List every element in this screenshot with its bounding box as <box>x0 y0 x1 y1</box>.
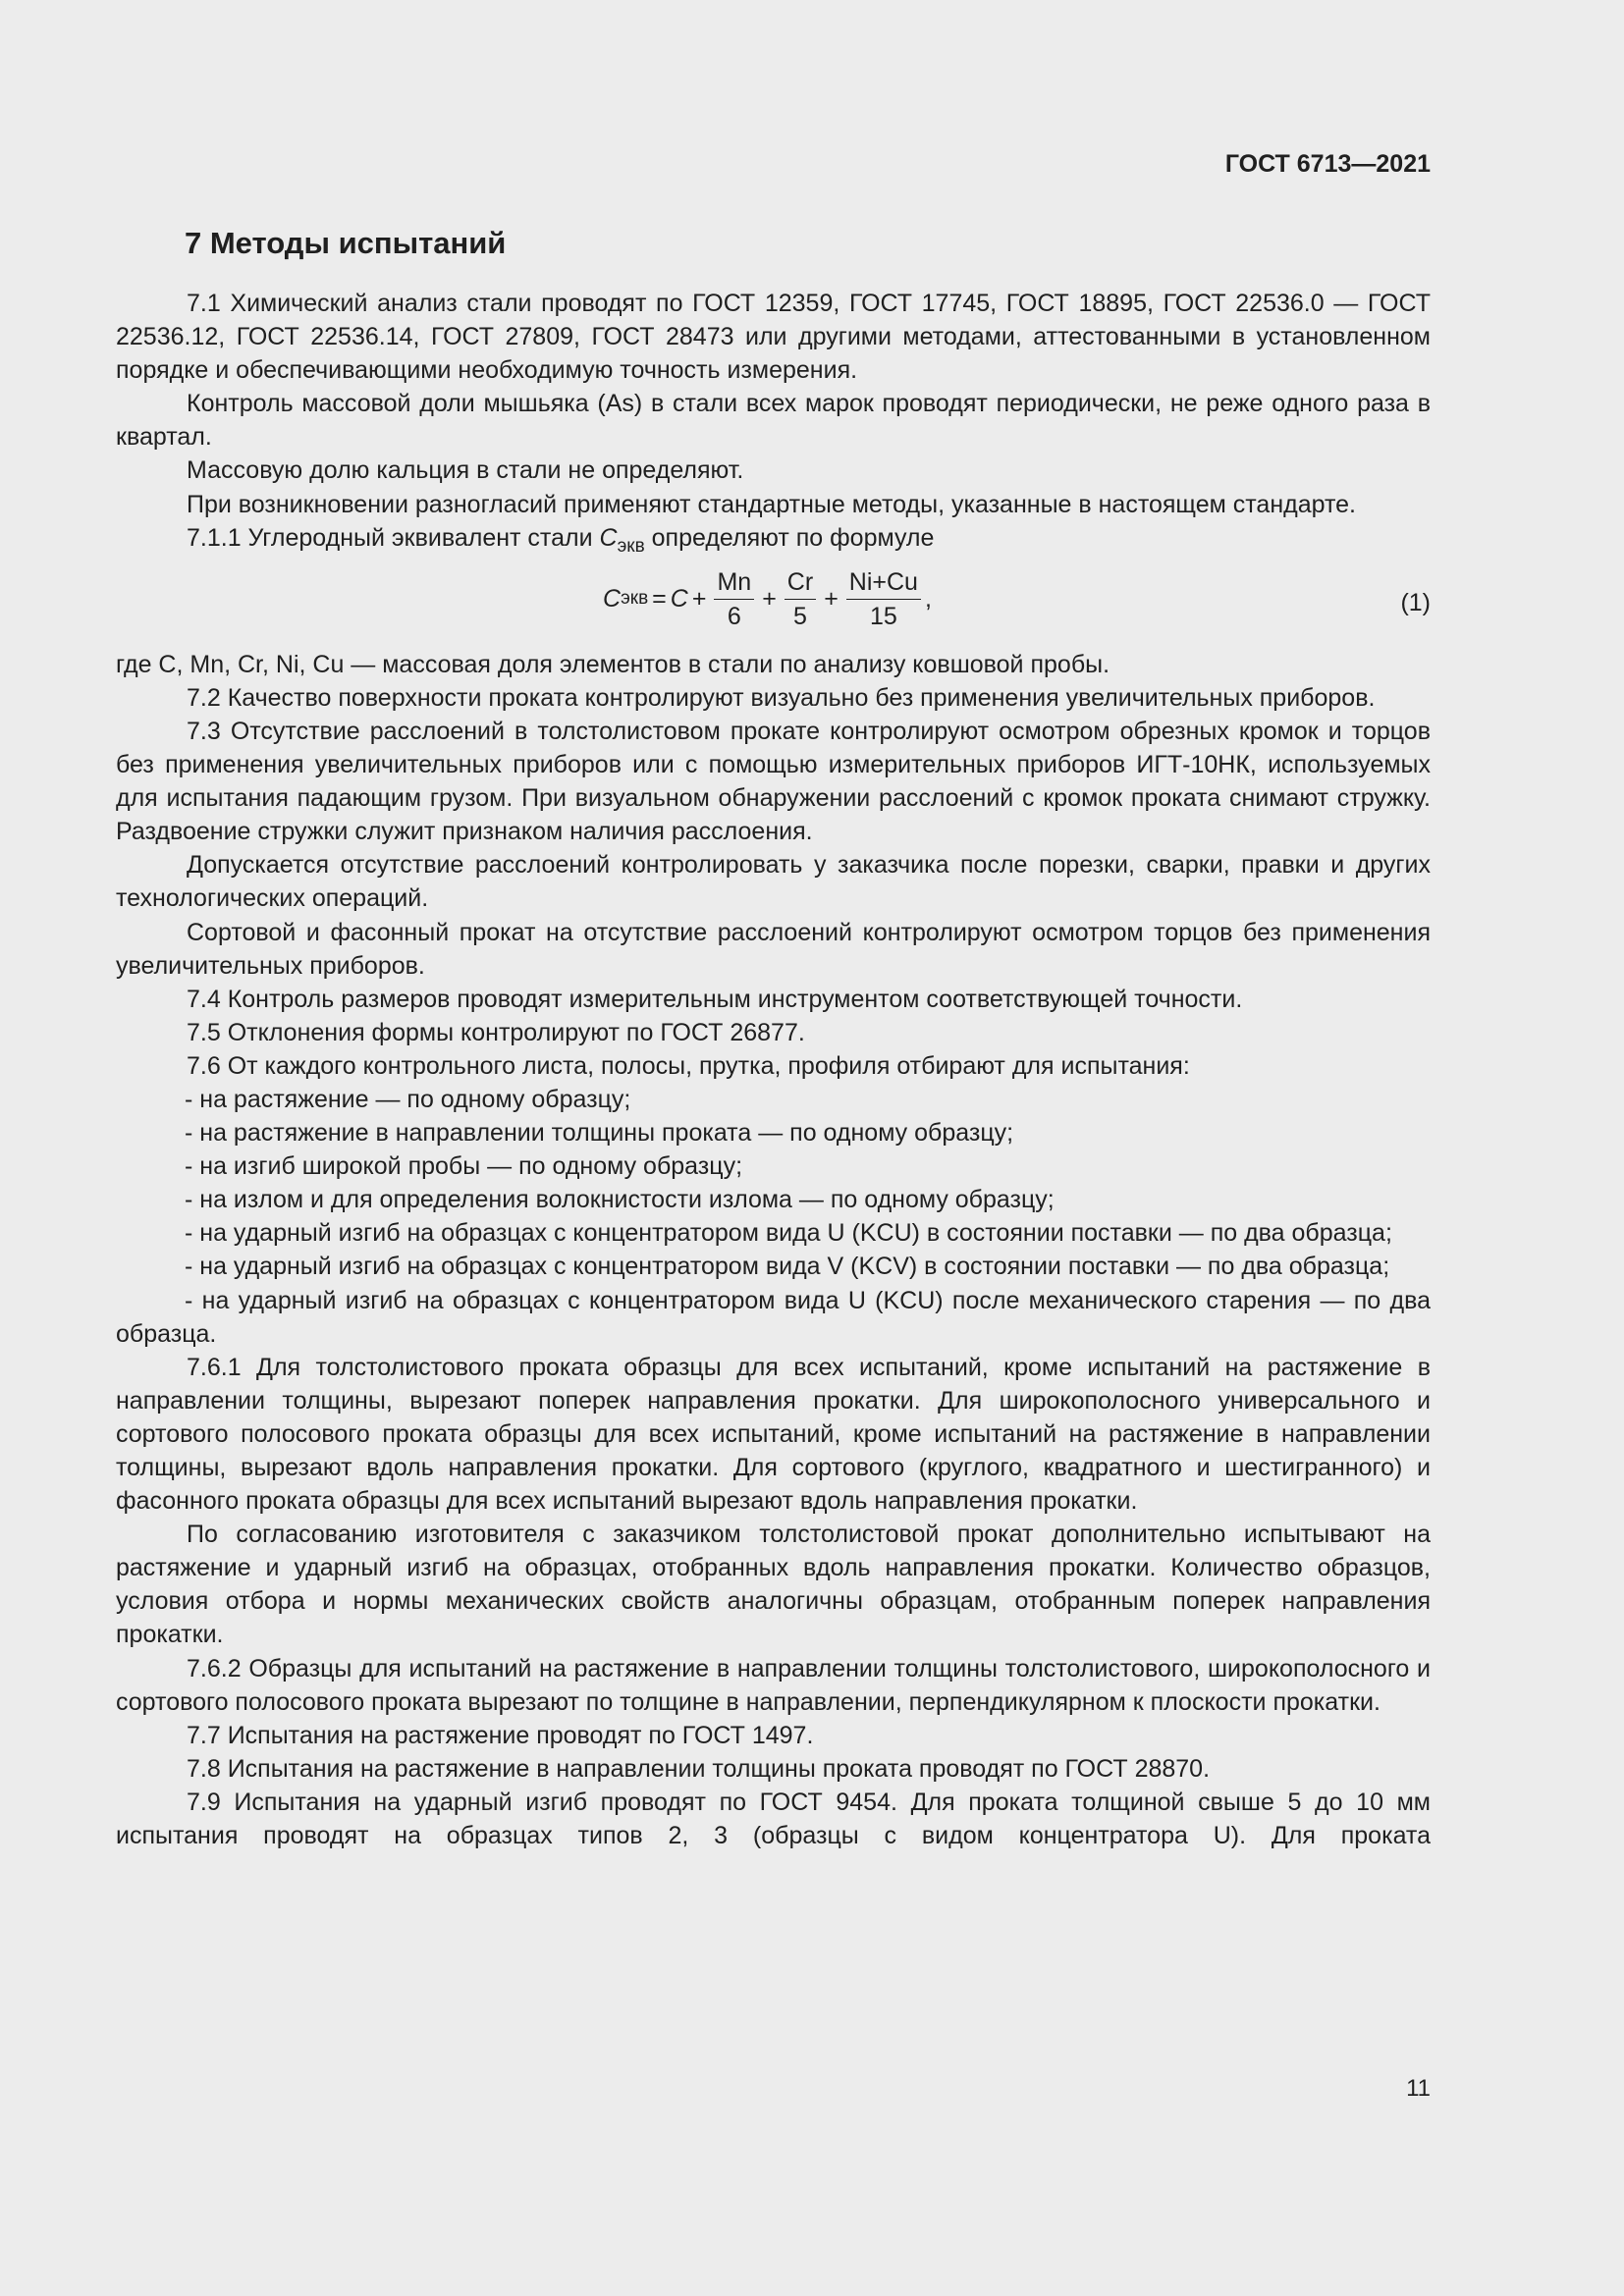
document-code: ГОСТ 6713—2021 <box>1224 150 1431 178</box>
section-title: 7 Методы испытаний <box>185 226 507 260</box>
paragraph: 7.3 Отсутствие расслоений в толстолистовом прокате контролируют осмотром обрезных кромок и торцов без применения увеличительных приборов или с помощью измерительных приборов ИГТ-10НК, используемых для испытания падающим грузом. При визуальном обнаружении расслоений с кромок проката снимают стружку. Раздвоение стружки служит признаком наличия расслоения. <box>116 717 1431 846</box>
paragraph: 7.8 Испытания на растяжение в направлении толщины проката проводят по ГОСТ 28870. <box>187 1754 1211 1783</box>
fraction-numerator: Mn <box>714 567 754 600</box>
formula-lhs-subscript: экв <box>621 588 649 610</box>
fraction-numerator: Ni+Cu <box>846 567 921 600</box>
paragraph: 7.2 Качество поверхности проката контролируют визуально без применения увеличительных приборов. <box>187 683 1376 712</box>
fraction-cr <box>785 567 816 631</box>
formula-plus: + <box>762 585 777 614</box>
formula-c: C <box>670 585 688 614</box>
formula-comma: , <box>924 585 932 614</box>
paragraph: 7.7 Испытания на растяжение проводят по ГОСТ 1497. <box>187 1721 814 1749</box>
formula-intro-subscript: экв <box>617 535 645 557</box>
list-item: - на ударный изгиб на образцах с концентратором вида V (KCV) в состоянии поставки — по два образца; <box>185 1253 1390 1281</box>
list-item: - на излом и для определения волокнистости излома — по одному образцу; <box>185 1186 1055 1214</box>
paragraph: При возникновении разногласий применяют стандартные методы, указанные в настоящем стандарте. <box>187 490 1357 518</box>
paragraph: По согласованию изготовителя с заказчиком толстолистовой прокат дополнительно испытывают на растяжение и ударный изгиб на образцах, отобранных вдоль направления прокатки. Количество образцов, условия отбора и нормы механических свойств аналогичны образцам, отобранным поперек направления прокатки. <box>116 1521 1431 1649</box>
paragraph: 7.4 Контроль размеров проводят измерительным инструментом соответствующей точности. <box>187 985 1243 1013</box>
paragraph: где C, Mn, Cr, Ni, Cu — массовая доля элементов в стали по анализу ковшовой пробы. <box>116 650 1110 678</box>
paragraph: Массовую долю кальция в стали не определяют. <box>187 456 744 485</box>
paragraph: 7.5 Отклонения формы контролируют по ГОСТ 26877. <box>187 1018 805 1046</box>
formula-expression <box>603 567 932 631</box>
carbon-equivalent-formula <box>116 563 1431 648</box>
paragraph: 7.9 Испытания на ударный изгиб проводят по ГОСТ 9454. Для проката толщиной свыше 5 до 10 мм испытания проводят на образцах типов 2, 3 (образцы с видом концентратора U). Для проката <box>116 1788 1431 1850</box>
fraction-denominator: 15 <box>869 602 897 630</box>
body-text <box>116 287 1431 1852</box>
fraction-numerator: Cr <box>785 567 816 600</box>
fraction-nicu <box>846 567 921 631</box>
formula-intro-symbol: C <box>599 523 618 552</box>
fraction-mn <box>714 567 754 631</box>
paragraph: Контроль массовой доли мышьяка (As) в стали всех марок проводят периодически, не реже одного раза в квартал. <box>116 390 1431 452</box>
paragraph: Сортовой и фасонный прокат на отсутствие расслоений контролируют осмотром торцов без применения увеличительных приборов. <box>116 918 1431 980</box>
list-item: - на изгиб широкой пробы — по одному образцу; <box>185 1152 743 1181</box>
page-number: 11 <box>1406 2075 1431 2102</box>
formula-plus: + <box>824 585 839 614</box>
list-item: - на ударный изгиб на образцах с концентратором вида U (KCU) после механического старения — по два образца. <box>116 1286 1431 1348</box>
paragraph: 7.6.2 Образцы для испытаний на растяжение в направлении толщины толстолистового, широкополосного и сортового полосового проката вырезают по толщине в направлении, перпендикулярном к плоскости прокатки. <box>116 1654 1431 1716</box>
paragraph: 7.1 Химический анализ стали проводят по ГОСТ 12359, ГОСТ 17745, ГОСТ 18895, ГОСТ 22536.0 — ГОСТ 22536.12, ГОСТ 22536.14, ГОСТ 27809, ГОСТ 28473 или другими методами, аттестованными в установленном порядке и обеспечивающими необходимую точность измерения. <box>116 290 1431 385</box>
formula-plus: + <box>691 585 707 614</box>
fraction-denominator: 6 <box>727 602 741 630</box>
formula-intro-suffix: определяют по формуле <box>644 523 935 552</box>
paragraph: 7.6 От каждого контрольного листа, полосы, прутка, профиля отбирают для испытания: <box>187 1051 1190 1080</box>
list-item: - на растяжение в направлении толщины проката — по одному образцу; <box>185 1119 1014 1148</box>
formula-intro <box>116 521 1431 563</box>
formula-lhs-symbol: C <box>603 585 622 614</box>
formula-intro-prefix: 7.1.1 Углеродный эквивалент стали <box>187 523 600 552</box>
list-item: - на растяжение — по одному образцу; <box>185 1085 631 1113</box>
paragraph: Допускается отсутствие расслоений контролировать у заказчика после порезки, сварки, правки и других технологических операций. <box>116 851 1431 913</box>
list-item: - на ударный изгиб на образцах с концентратором вида U (KCU) в состоянии поставки — по два образца; <box>185 1219 1392 1248</box>
paragraph: 7.6.1 Для толстолистового проката образцы для всех испытаний, кроме испытаний на растяжение в направлении толщины, вырезают поперек направления прокатки. Для широкополосного универсального и сортового полосового проката образцы для всех испытаний, кроме испытаний на растяжение в направлении толщины, вырезают вдоль направления прокатки. Для сортового (круглого, квадратного и шестигранного) и фасонного проката образцы для всех испытаний вырезают вдоль направления прокатки. <box>116 1353 1431 1516</box>
formula-number: (1) <box>1400 588 1431 616</box>
fraction-denominator: 5 <box>793 602 807 630</box>
formula-equals: = <box>652 585 667 614</box>
